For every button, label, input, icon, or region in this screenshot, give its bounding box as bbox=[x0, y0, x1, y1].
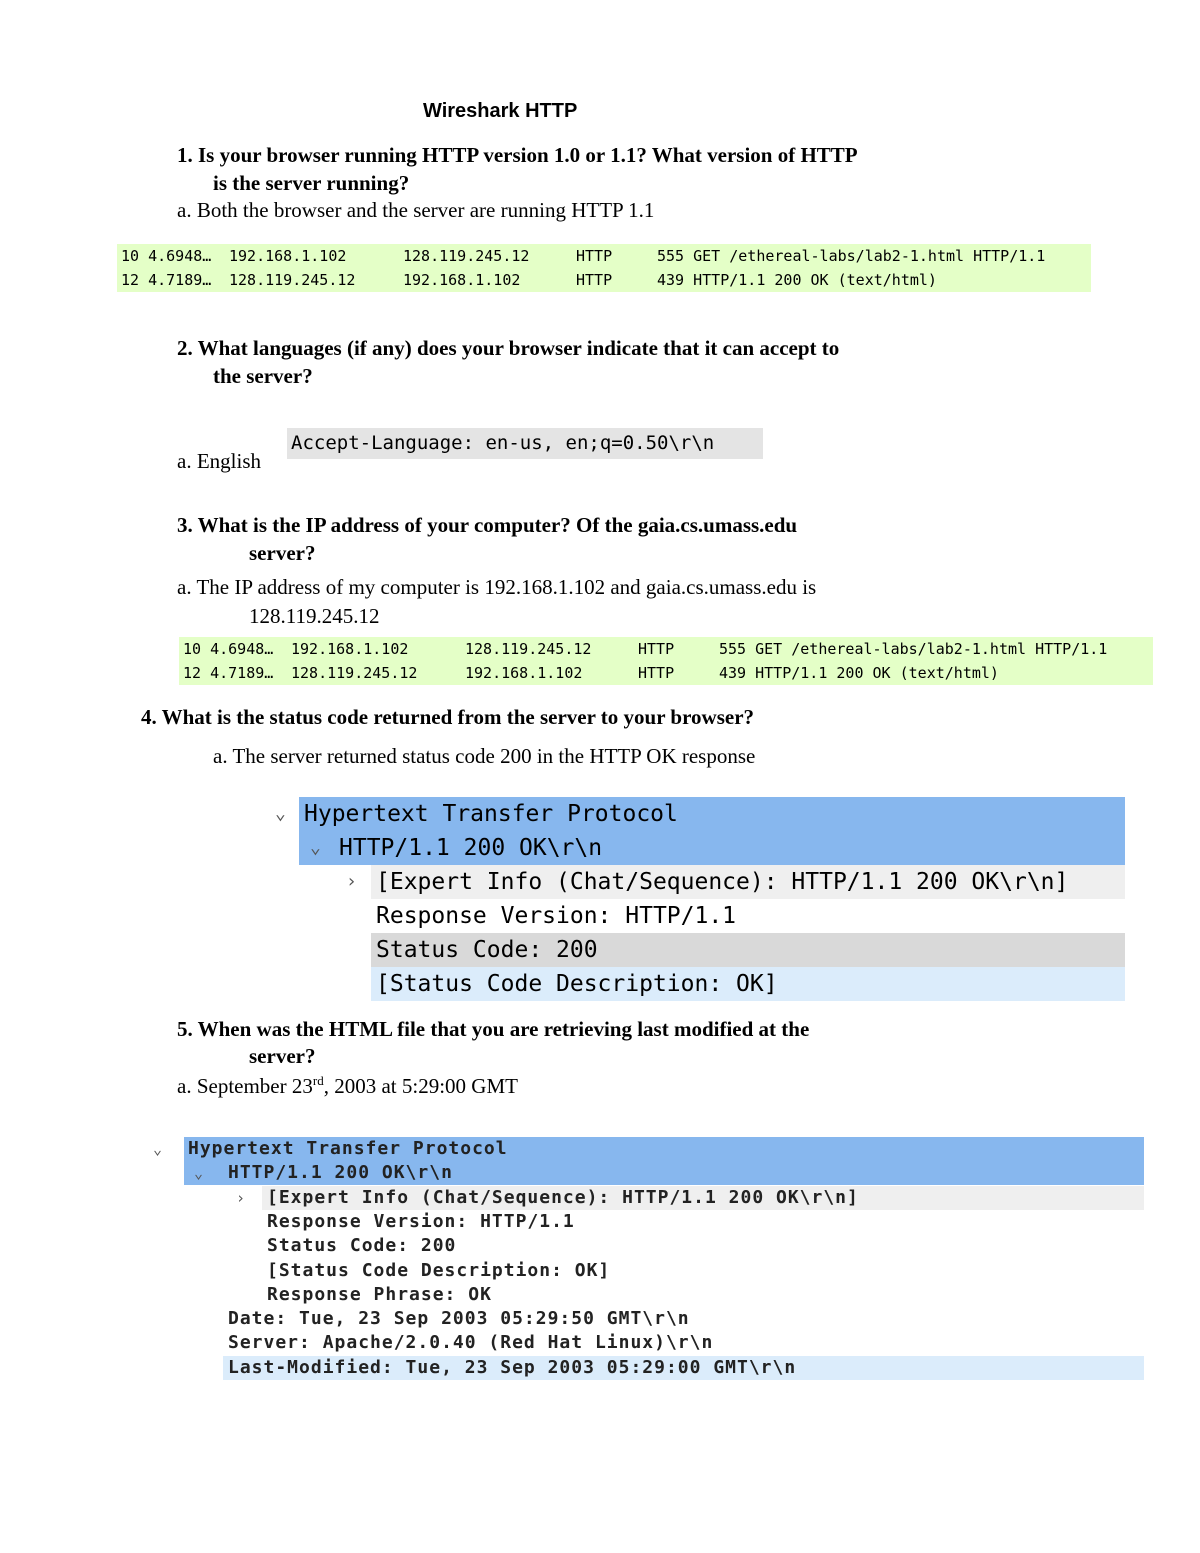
question-1-line-2: is the server running? bbox=[213, 171, 410, 195]
question-5-line-1: 5. When was the HTML file that you are retrieving last modified at the bbox=[177, 1017, 810, 1041]
tree-node-response-phrase[interactable]: Response Phrase: OK bbox=[267, 1284, 492, 1305]
answer-4: a. The server returned status code 200 in the HTTP OK response bbox=[213, 744, 756, 768]
answer-2: a. English bbox=[177, 449, 261, 473]
packet-source: 128.119.245.12 bbox=[229, 271, 356, 289]
tree-node-http[interactable]: Hypertext Transfer Protocol bbox=[299, 797, 1125, 831]
packet-destination: 192.168.1.102 bbox=[403, 271, 521, 289]
packet-no-time: 10 4.6948… bbox=[121, 247, 212, 265]
question-5-line-2: server? bbox=[249, 1044, 316, 1068]
packet-list-2 bbox=[179, 637, 1153, 685]
question-3-line-1: 3. What is the IP address of your computer? Of the gaia.cs.umass.edu bbox=[177, 513, 798, 537]
packet-info: 439 HTTP/1.1 200 OK (text/html) bbox=[719, 664, 999, 682]
packet-destination: 192.168.1.102 bbox=[465, 664, 583, 682]
tree-node-expert-info[interactable]: [Expert Info (Chat/Sequence): HTTP/1.1 200 OK\r\n] bbox=[262, 1186, 1144, 1210]
chevron-right-icon[interactable]: › bbox=[346, 871, 357, 892]
question-2-line-1: 2. What languages (if any) does your browser indicate that it can accept to bbox=[177, 336, 840, 360]
packet-source: 128.119.245.12 bbox=[291, 664, 418, 682]
tree-node-status-line[interactable]: HTTP/1.1 200 OK\r\n bbox=[228, 1162, 453, 1183]
packet-protocol: HTTP bbox=[576, 271, 613, 289]
answer-3-line-1: a. The IP address of my computer is 192.168.1.102 and gaia.cs.umass.edu is bbox=[177, 575, 817, 599]
packet-row bbox=[179, 637, 1153, 661]
question-4: 4. What is the status code returned from the server to your browser? bbox=[141, 705, 755, 729]
packet-row bbox=[117, 244, 1091, 268]
tree-node-last-modified-header[interactable]: Last-Modified: Tue, 23 Sep 2003 05:29:00 GMT\r\n bbox=[223, 1356, 1144, 1380]
packet-info: 555 GET /ethereal-labs/lab2-1.html HTTP/1.1 bbox=[719, 640, 1108, 658]
answer-5 bbox=[177, 1073, 518, 1099]
question-1-line-1: 1. Is your browser running HTTP version 1.0 or 1.1? What version of HTTP bbox=[177, 143, 858, 167]
tree-node-response-version[interactable]: Response Version: HTTP/1.1 bbox=[376, 903, 737, 929]
tree-node-date-header[interactable]: Date: Tue, 23 Sep 2003 05:29:50 GMT\r\n bbox=[228, 1308, 690, 1329]
packet-protocol: HTTP bbox=[638, 664, 675, 682]
accept-language-header: Accept-Language: en-us, en;q=0.50\r\n bbox=[287, 428, 763, 459]
packet-info: 555 GET /ethereal-labs/lab2-1.html HTTP/1.1 bbox=[657, 247, 1046, 265]
answer-5-date: a. September 23 bbox=[177, 1074, 313, 1098]
chevron-down-icon[interactable]: ⌄ bbox=[153, 1140, 163, 1158]
packet-row bbox=[179, 661, 1153, 685]
packet-row bbox=[117, 268, 1091, 292]
chevron-down-icon[interactable]: ⌄ bbox=[194, 1164, 204, 1182]
tree-node-http[interactable]: Hypertext Transfer Protocol bbox=[184, 1137, 1144, 1161]
answer-3-line-2: 128.119.245.12 bbox=[249, 604, 380, 628]
question-2-line-2: the server? bbox=[213, 364, 313, 388]
packet-no-time: 10 4.6948… bbox=[183, 640, 274, 658]
tree-node-response-version[interactable]: Response Version: HTTP/1.1 bbox=[267, 1211, 575, 1232]
packet-protocol: HTTP bbox=[638, 640, 675, 658]
answer-5-time: , 2003 at 5:29:00 GMT bbox=[323, 1074, 518, 1098]
packet-info: 439 HTTP/1.1 200 OK (text/html) bbox=[657, 271, 937, 289]
question-3-line-2: server? bbox=[249, 541, 316, 565]
tree-node-status-line[interactable]: HTTP/1.1 200 OK\r\n bbox=[339, 835, 603, 861]
packet-no-time: 12 4.7189… bbox=[121, 271, 212, 289]
packet-list-1 bbox=[117, 244, 1091, 292]
packet-destination: 128.119.245.12 bbox=[465, 640, 592, 658]
tree-node-expert-info[interactable]: [Expert Info (Chat/Sequence): HTTP/1.1 200 OK\r\n] bbox=[371, 865, 1125, 899]
tree-node-server-header[interactable]: Server: Apache/2.0.40 (Red Hat Linux)\r\n bbox=[228, 1332, 714, 1353]
packet-destination: 128.119.245.12 bbox=[403, 247, 530, 265]
tree-node-status-description[interactable]: [Status Code Description: OK] bbox=[267, 1260, 611, 1281]
answer-5-ordinal: rd bbox=[312, 1073, 324, 1088]
document-title: Wireshark HTTP bbox=[423, 100, 578, 122]
chevron-down-icon[interactable]: ⌄ bbox=[275, 803, 286, 824]
tree-node-status-code[interactable]: Status Code: 200 bbox=[371, 933, 1125, 967]
packet-no-time: 12 4.7189… bbox=[183, 664, 274, 682]
packet-protocol: HTTP bbox=[576, 247, 613, 265]
tree-node-status-code[interactable]: Status Code: 200 bbox=[267, 1235, 457, 1256]
packet-source: 192.168.1.102 bbox=[291, 640, 409, 658]
chevron-down-icon[interactable]: ⌄ bbox=[310, 837, 321, 858]
chevron-right-icon[interactable]: › bbox=[236, 1189, 246, 1207]
packet-source: 192.168.1.102 bbox=[229, 247, 347, 265]
answer-1: a. Both the browser and the server are running HTTP 1.1 bbox=[177, 198, 655, 222]
tree-node-status-description[interactable]: [Status Code Description: OK] bbox=[371, 967, 1125, 1001]
